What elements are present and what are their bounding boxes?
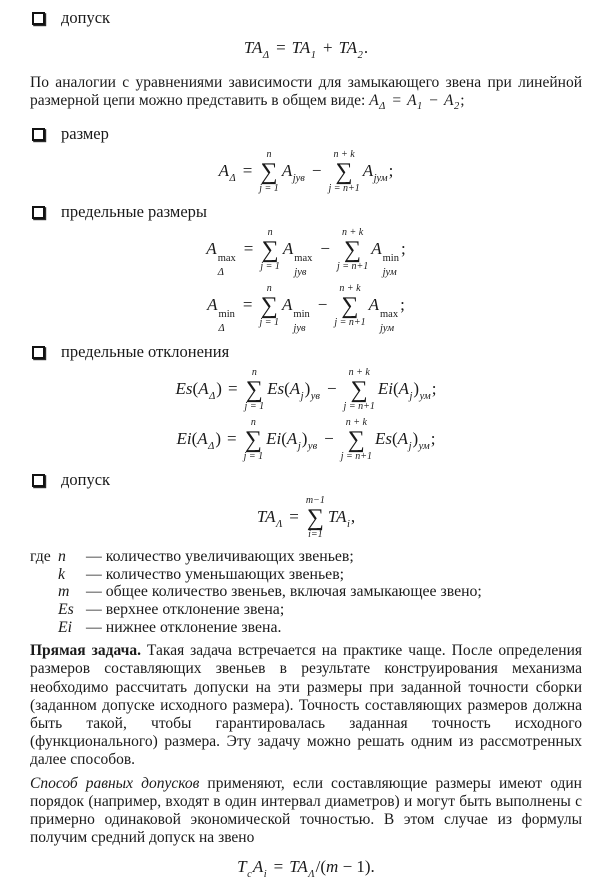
formula-token: , [350,507,356,527]
where-var: n [58,548,66,566]
bullet-item-tolerance-2 [32,470,582,490]
formula-token: A [289,379,301,399]
formula-token: ; [400,295,405,315]
formula-token: n + k ∑ j = n+1 [336,227,369,273]
paragraph-analogy [30,74,582,116]
formula-token: Δ [379,101,386,113]
formula-token: TA [243,38,263,57]
paragraph-analogy-text: По аналогии с уравнениями зависимости для замыкающего звена при линейной размерной цепи можно представить в общем виде: [30,74,582,110]
formula-inline-size-difference [369,92,465,113]
formula-token: j [297,441,301,453]
formula-token: ( [392,379,399,399]
where-var: Ei [58,618,73,636]
formula-token: m [326,857,339,877]
formula-tolerance-sum [30,496,582,540]
formula-token: A [206,239,217,259]
bullet-label: допуск [61,470,111,490]
formula-token: ; [460,92,465,110]
formula-token: i [263,869,267,881]
formula-token: A [371,239,382,259]
formula-token: n ∑ j = 1 [260,227,280,273]
formula-token: − [326,379,337,399]
formula-token: A [207,295,218,315]
where-text: — общее количество звеньев, включая замыкающее звено; [86,583,482,601]
where-row-n [30,548,582,566]
formula-token: ) [304,379,311,399]
formula-token: − [324,429,334,449]
bullet-label: размер [61,124,109,144]
bullet-item-limit-sizes [32,202,582,222]
formula-token: A [398,379,409,399]
formula-token: jув [292,173,305,185]
formula-token: = [392,92,402,110]
formula-token: = [276,38,286,57]
formula-token: TA [291,38,311,57]
bullet-label: предельные отклонения [61,342,230,362]
formula-token: n ∑ j = 1 [243,417,264,463]
formula-token: ) [216,379,222,399]
formula-token: j [300,391,304,403]
formula-token: A [197,429,208,449]
formula-token: TA [327,507,347,527]
formula-token: ) [413,379,420,399]
formula-token: ; [400,239,406,259]
formula-token: n + k ∑ j = n+1 [334,283,366,329]
formula-token: A [407,92,417,110]
formula-token: Ei [266,429,282,449]
formula-token: . [363,38,369,57]
formula-size-min [30,284,582,334]
where-row-k [30,566,582,584]
where-var: Es [58,601,74,618]
square-bullet-icon [32,206,45,219]
formula-token: A [444,92,454,110]
formula-token: Ei [377,379,393,399]
square-bullet-icon [32,474,45,487]
formula-token: ( [191,429,198,449]
where-intro: где [30,548,51,566]
formula-token: Ei [176,429,192,449]
formula-token: ( [192,379,199,399]
where-intro-spacer [30,601,58,619]
formula-token: ) [301,429,308,449]
where-var: k [58,565,66,583]
formula-token: Δ [262,50,270,61]
bullet-label: предельные размеры [61,202,207,222]
formula-average-tolerance [30,853,582,884]
bullet-label: допуск [61,8,111,27]
paragraph-body: применяют, если составляющие размеры имеют один порядок (например, входят в один интервал диаметров) и могут быть выполнены с примерно одинаковой экономической точностью. В этом случае из формулы получим средний допуск на звено [30,774,582,847]
formula-token: − [429,92,439,110]
formula-token: = [273,857,284,877]
formula-token: A [198,379,209,399]
formula-token: i [346,519,350,531]
formula-token: min Δ [218,309,235,334]
formula-token: j [409,391,413,403]
formula-token: n ∑ j = 1 [259,149,279,195]
formula-token: ( [281,429,287,449]
formula-token: ) [412,429,419,449]
formula-size-max [30,228,582,278]
formula-token: min jум [382,253,399,278]
formula-token: = [242,161,253,181]
formula-token: max Δ [217,253,236,278]
formula-token: Es [375,429,392,449]
formula-token: Es [267,379,285,399]
formula-token: TA [289,857,308,877]
formula-token: m−1 ∑ i=1 [305,495,325,541]
where-row-m [30,583,582,601]
formula-token: ( [284,379,290,399]
formula-token: A [281,161,293,181]
formula-token: ; [430,429,436,449]
square-bullet-icon [32,346,45,359]
formula-token: j [408,441,412,453]
formula-token: T [237,857,247,877]
where-row-ei [30,619,582,637]
formula-token: A [397,429,409,449]
where-var: m [58,583,70,601]
formula-token: − [311,161,322,181]
paragraph-lead: Способ равных допусков [30,774,200,792]
where-text: — верхнее отклонение звена; [86,601,285,618]
formula-token: = [227,429,237,449]
formula-token: 2 [454,101,460,113]
formula-token: ( [392,429,398,449]
formula-size-sum [30,150,582,194]
formula-token: A [369,92,379,110]
formula-token: A [362,161,374,181]
formula-token: /( [315,857,327,877]
formula-lower-deviation [30,418,582,462]
paragraph-lead: Прямая задача. [30,642,141,660]
formula-token: max jум [380,309,399,334]
formula-token: − 1). [338,857,375,877]
formula-token: n ∑ j = 1 [244,367,265,413]
formula-token: max jув [294,253,313,278]
formula-token: Δ [208,441,215,453]
paragraph-direct-problem [30,642,582,769]
where-intro-spacer [30,566,58,584]
formula-token: Δ [229,173,236,185]
bullet-item-tolerance-1 [32,8,582,28]
formula-token: 2 [357,50,363,61]
where-definitions-list [30,548,582,636]
formula-token: ув [310,391,320,403]
formula-token: Λ [308,869,315,881]
bullet-item-size [32,124,582,144]
formula-token: = [289,507,299,527]
formula-token: n + k ∑ j = n+1 [340,417,372,463]
formula-token: Λ [275,519,283,531]
formula-token: min jув [293,309,310,334]
formula-tolerance-two-links [30,34,582,65]
formula-token: A [368,295,380,315]
formula-token: jум [373,173,388,185]
formula-token: TA [256,507,276,527]
formula-token: c [247,869,252,881]
formula-token: ; [388,161,394,181]
bullet-item-limit-deviations [32,342,582,362]
formula-token: 1 [417,101,423,113]
square-bullet-icon [32,12,45,25]
where-intro-spacer [30,619,58,637]
formula-token: = [243,239,254,259]
formula-token: − [317,295,328,315]
paragraph-body: Такая задача встречается на практике чаще. После определения размеров составляющих звеньев в результате конструирования механизма необходимо рассчитать допуски на эти размеры при заданной точности сборки (заданном допуске исходного размера). Точность составляющих размеров должна быть такой, чтобы гарантировалась заданная точность исходного (функционального) размера. Эту задачу можно решать одним из рассмотренных далее способов. [30,642,582,769]
where-text: — нижнее отклонение звена. [86,618,282,636]
formula-token: A [286,429,298,449]
formula-token: ; [431,379,437,399]
formula-token: = [227,379,238,399]
formula-token: ум [419,391,431,403]
where-intro-spacer [30,583,58,601]
formula-token: ) [215,429,222,449]
formula-token: = [242,295,253,315]
formula-token: n + k ∑ j = n+1 [343,367,375,413]
formula-token: A [282,295,293,315]
formula-token: n + k ∑ j = n+1 [328,149,360,195]
where-text: — количество увеличивающих звеньев; [86,548,354,566]
paragraph-equal-tolerances-method [30,775,582,848]
where-row-es [30,601,582,619]
formula-token: A [218,161,230,181]
formula-token: − [320,239,330,259]
formula-token: A [252,857,264,877]
formula-upper-deviation [30,368,582,412]
formula-token: ум [418,441,430,453]
square-bullet-icon [32,128,45,141]
formula-token: ув [307,441,318,453]
formula-token: A [282,239,294,259]
formula-token: n ∑ j = 1 [259,283,280,329]
formula-token: + [323,38,333,57]
formula-token: 1 [310,50,316,61]
formula-token: TA [338,38,358,57]
formula-token: Δ [209,391,216,403]
where-text: — количество уменьшающих звеньев; [86,565,345,583]
formula-token: Es [175,379,193,399]
